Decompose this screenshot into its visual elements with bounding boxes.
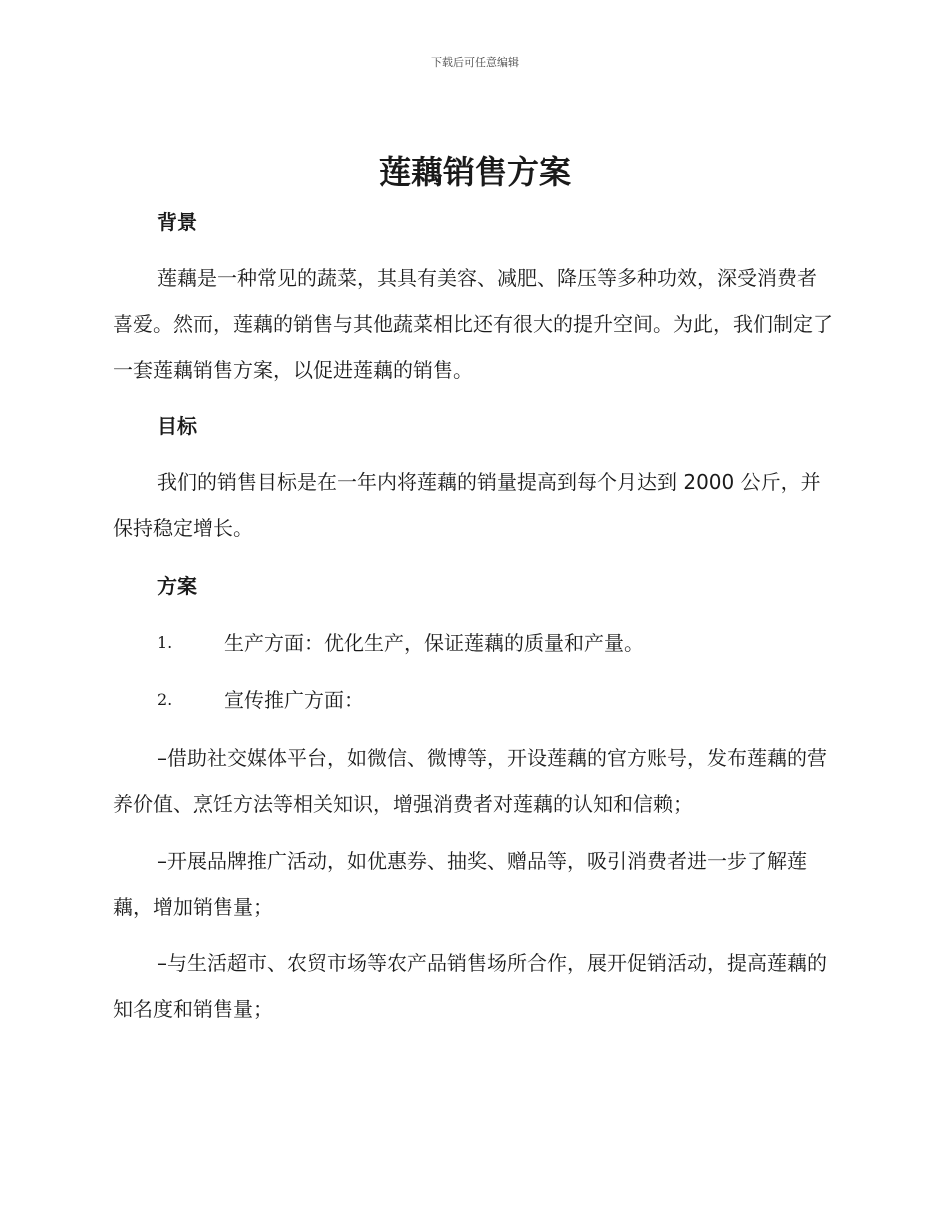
section-heading-background: 背景 — [157, 210, 197, 234]
section-heading-plan: 方案 — [157, 574, 197, 598]
list-item-text: 宣传推广方面： — [224, 688, 364, 712]
list-item-text: 生产方面：优化生产，保证莲藕的质量和产量。 — [224, 631, 644, 655]
background-paragraph: 莲藕是一种常见的蔬菜，其具有美容、减肥、降压等多种功效，深受消费者喜爱。然而，莲藕的销售与其他蔬菜相比还有很大的提升空间。为此，我们制定了一套莲藕销售方案，以促进莲藕的销售。 — [113, 266, 833, 382]
goal-paragraph: 我们的销售目标是在一年内将莲藕的销量提高到每个月达到 2000 公斤，并保持稳定增长。 — [113, 470, 821, 540]
document-title: 莲藕销售方案 — [378, 153, 571, 191]
list-item-number: 2. — [157, 690, 173, 709]
page-header-note: 下载后可任意编辑 — [431, 56, 519, 69]
plan-bullet-paragraph: –开展品牌推广活动，如优惠券、抽奖、赠品等，吸引消费者进一步了解莲藕，增加销售量； — [113, 849, 807, 919]
section-heading-goal: 目标 — [157, 414, 197, 438]
list-item-number: 1. — [157, 633, 173, 652]
plan-bullet-paragraph: –借助社交媒体平台，如微信、微博等，开设莲藕的官方账号，发布莲藕的营养价值、烹饪方法等相关知识，增强消费者对莲藕的认知和信赖； — [113, 746, 827, 816]
plan-bullet-paragraph: –与生活超市、农贸市场等农产品销售场所合作，展开促销活动，提高莲藕的知名度和销售量； — [113, 951, 827, 1021]
